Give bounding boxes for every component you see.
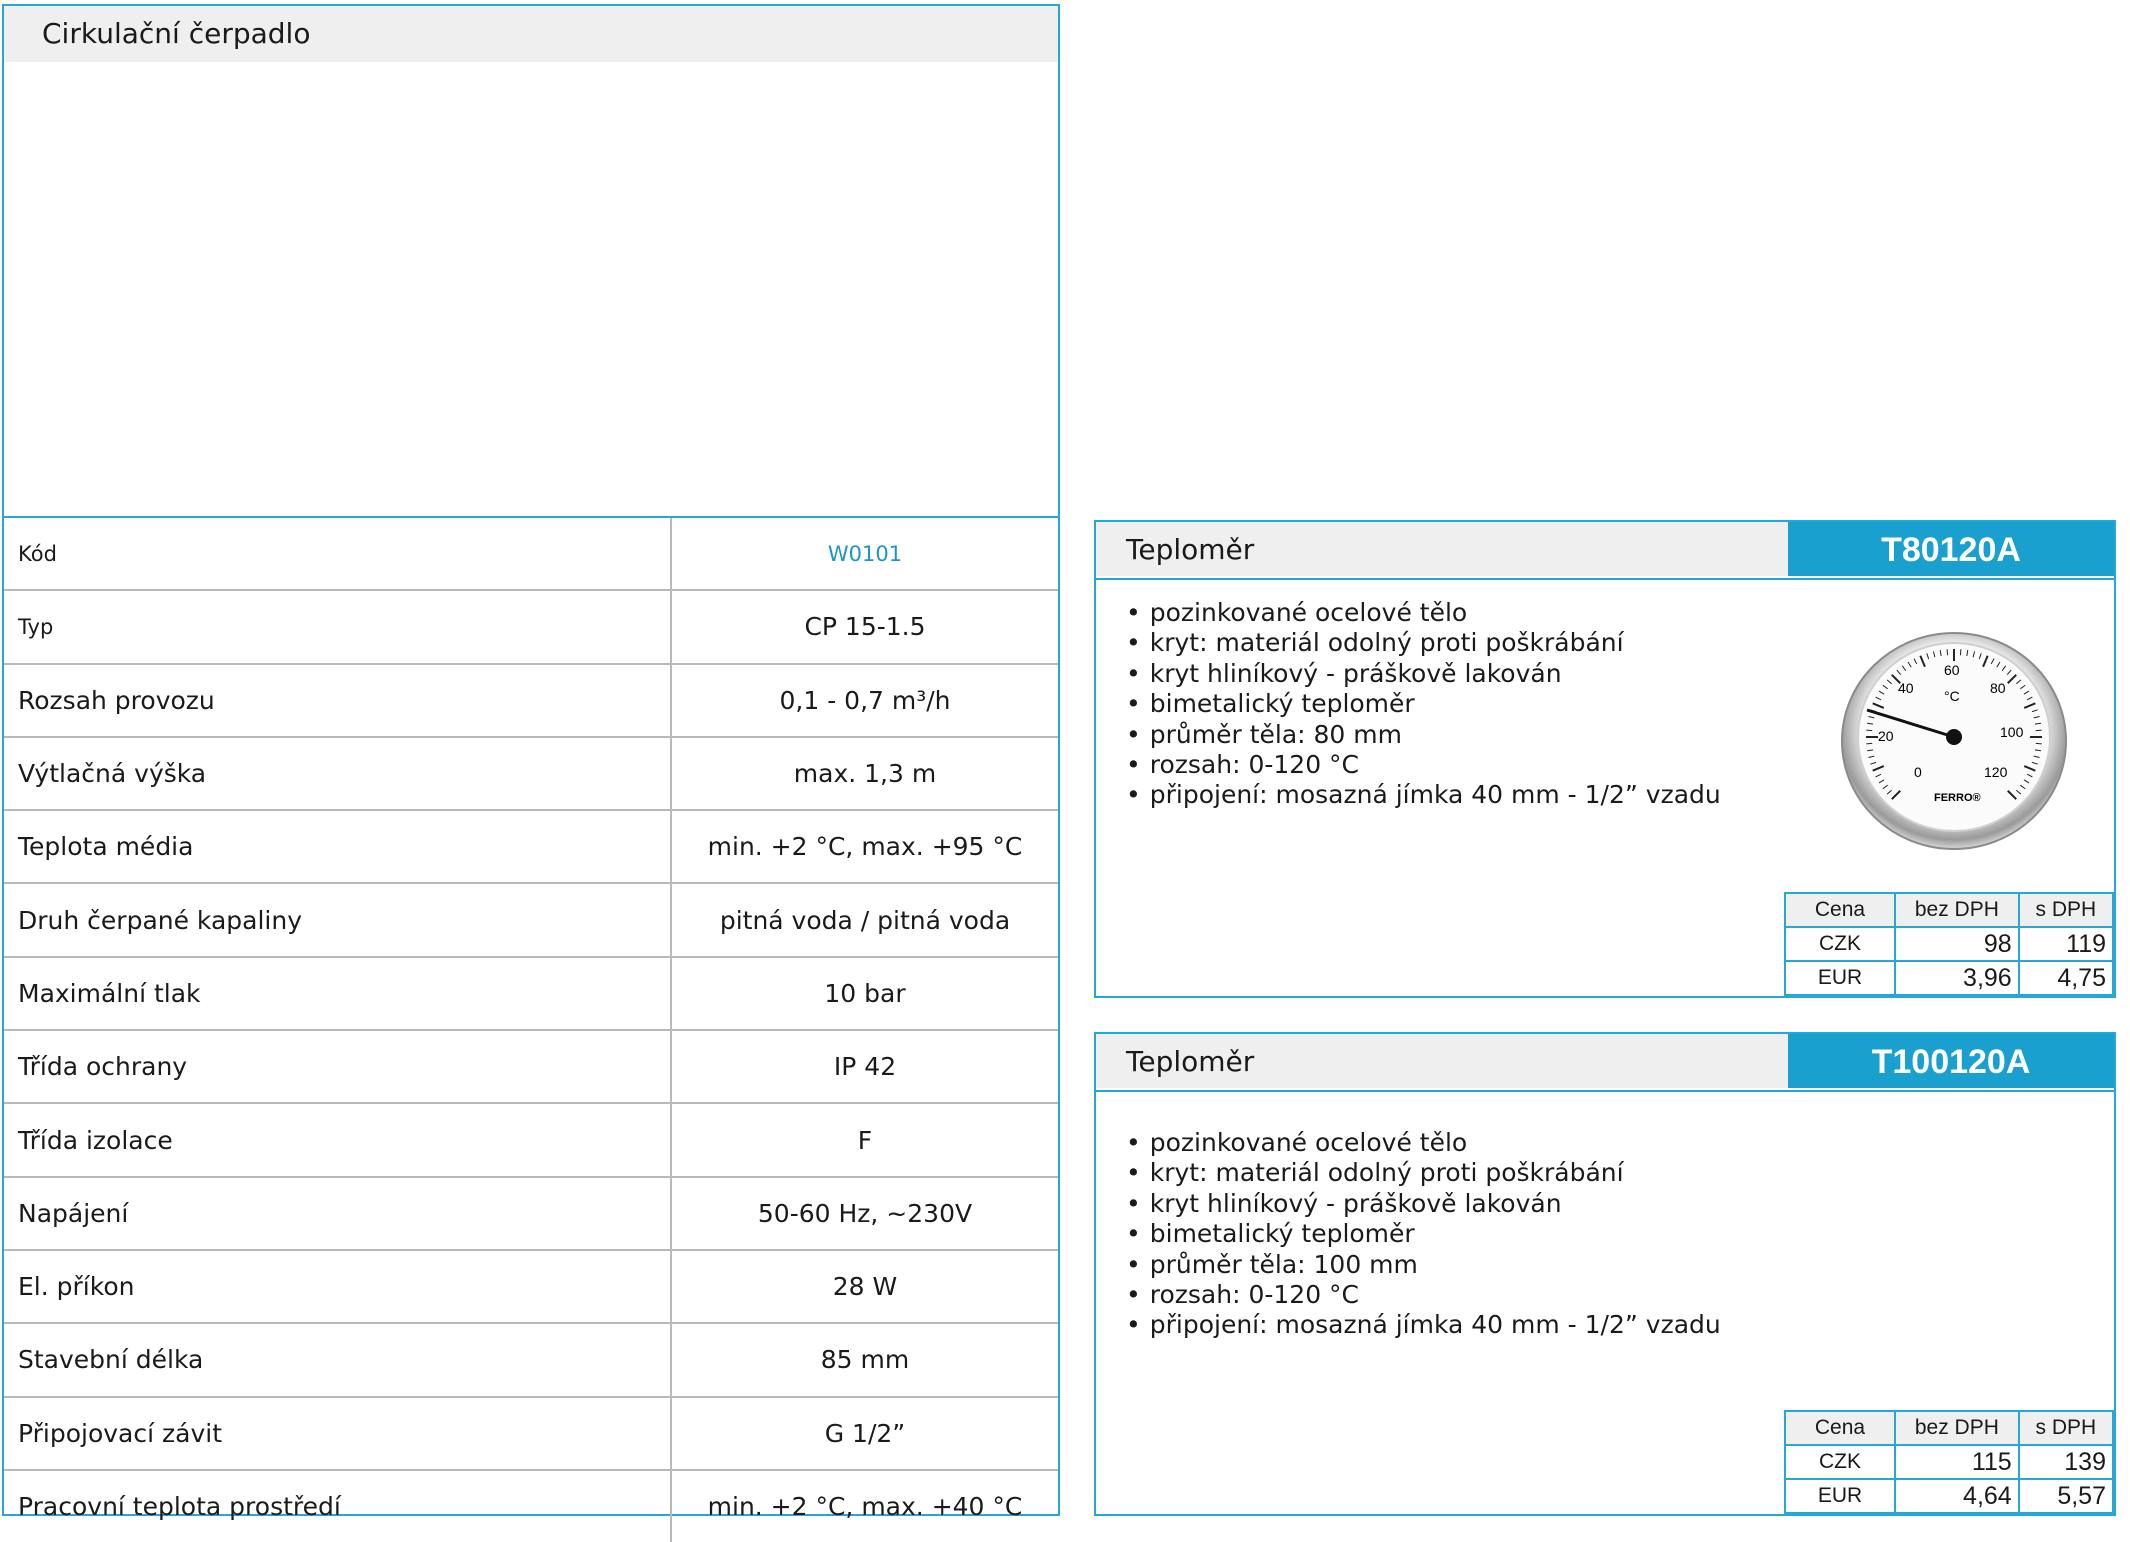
gauge-label-0: 0 <box>1914 764 1922 780</box>
pump-product-panel <box>2 4 1060 1516</box>
spec-label: Druh čerpané kapaliny <box>4 884 672 955</box>
price-table <box>1784 1410 2114 1514</box>
spec-label: Rozsah provozu <box>4 665 672 736</box>
spec-value: 28 W <box>672 1251 1058 1322</box>
thermometer-card-t100120a <box>1094 1032 2116 1516</box>
price-gross: 4,75 <box>2019 961 2113 995</box>
feature-item: • průměr těla: 80 mm <box>1126 720 1721 750</box>
spec-label: Třída ochrany <box>4 1031 672 1102</box>
feature-item: • rozsah: 0-120 °C <box>1126 750 1721 780</box>
price-header: bez DPH <box>1895 1411 2019 1445</box>
spec-label: Teplota média <box>4 811 672 882</box>
spec-row <box>4 1324 1058 1397</box>
product-code-badge[interactable]: T80120A <box>1788 522 2114 576</box>
spec-row <box>4 1251 1058 1324</box>
spec-label: Napájení <box>4 1178 672 1249</box>
spec-value: 50-60 Hz, ~230V <box>672 1178 1058 1249</box>
price-currency: CZK <box>1785 927 1895 961</box>
spec-row <box>4 1178 1058 1251</box>
price-header: Cena <box>1785 1411 1895 1445</box>
spec-label: Třída izolace <box>4 1104 672 1175</box>
gauge-label-20: 20 <box>1878 728 1894 744</box>
product-code-link[interactable]: W0101 <box>672 518 1058 589</box>
gauge-label-100: 100 <box>2000 724 2024 740</box>
spec-row <box>4 1471 1058 1542</box>
gauge-label-40: 40 <box>1898 680 1914 696</box>
spec-row <box>4 518 1058 591</box>
spec-label: Pracovní teplota prostředí <box>4 1471 672 1542</box>
thermometer-card-t80120a <box>1094 520 2116 998</box>
spec-value: min. +2 °C, max. +40 °C <box>672 1471 1058 1542</box>
spec-label: Typ <box>4 591 672 662</box>
price-net: 115 <box>1895 1445 2019 1479</box>
spec-label: Výtlačná výška <box>4 738 672 809</box>
price-net: 98 <box>1895 927 2019 961</box>
spec-label: El. příkon <box>4 1251 672 1322</box>
price-header: Cena <box>1785 893 1895 927</box>
price-header-row <box>1785 893 2113 927</box>
card-title: Teploměr <box>1096 522 1788 576</box>
product-code-badge[interactable]: T100120A <box>1788 1034 2114 1088</box>
spec-value: F <box>672 1104 1058 1175</box>
spec-row <box>4 1031 1058 1104</box>
gauge-brand: FERRO® <box>1934 792 1981 804</box>
price-row <box>1785 927 2113 961</box>
card-header <box>1096 522 2114 580</box>
spec-value: min. +2 °C, max. +95 °C <box>672 811 1058 882</box>
price-row <box>1785 1479 2113 1513</box>
spec-row <box>4 958 1058 1031</box>
price-gross: 139 <box>2019 1445 2113 1479</box>
spec-value: 85 mm <box>672 1324 1058 1395</box>
price-gross: 5,57 <box>2019 1479 2113 1513</box>
feature-item: • kryt hliníkový - práškově lakován <box>1126 1189 1721 1219</box>
price-row <box>1785 1445 2113 1479</box>
price-header-row <box>1785 1411 2113 1445</box>
spec-row <box>4 738 1058 811</box>
spec-label: Kód <box>4 518 672 589</box>
spec-label: Stavební délka <box>4 1324 672 1395</box>
price-header: s DPH <box>2019 893 2113 927</box>
spec-row <box>4 591 1058 664</box>
spec-label: Připojovací závit <box>4 1398 672 1469</box>
feature-item: • pozinkované ocelové tělo <box>1126 1128 1721 1158</box>
price-row <box>1785 961 2113 995</box>
feature-item: • kryt: materiál odolný proti poškrábání <box>1126 1158 1721 1188</box>
gauge-label-120: 120 <box>1984 764 2008 780</box>
spec-value: max. 1,3 m <box>672 738 1058 809</box>
spec-value: pitná voda / pitná voda <box>672 884 1058 955</box>
price-currency: CZK <box>1785 1445 1895 1479</box>
price-currency: EUR <box>1785 1479 1895 1513</box>
pump-title: Cirkulační čerpadlo <box>4 6 1058 62</box>
price-net: 4,64 <box>1895 1479 2019 1513</box>
feature-item: • pozinkované ocelové tělo <box>1126 598 1721 628</box>
feature-item: • připojení: mosazná jímka 40 mm - 1/2” vzadu <box>1126 780 1721 810</box>
spec-label: Maximální tlak <box>4 958 672 1029</box>
gauge-label-80: 80 <box>1990 680 2006 696</box>
feature-item: • rozsah: 0-120 °C <box>1126 1280 1721 1310</box>
pump-image-area <box>4 62 1058 516</box>
spec-value: IP 42 <box>672 1031 1058 1102</box>
gauge-hub <box>1946 729 1962 745</box>
card-title: Teploměr <box>1096 1034 1788 1088</box>
card-header <box>1096 1034 2114 1092</box>
price-gross: 119 <box>2019 927 2113 961</box>
spec-value: 0,1 - 0,7 m³/h <box>672 665 1058 736</box>
pump-spec-table <box>4 516 1058 1542</box>
spec-row <box>4 1398 1058 1471</box>
spec-value: CP 15-1.5 <box>672 591 1058 662</box>
gauge-label-60: 60 <box>1944 662 1960 678</box>
spec-row <box>4 884 1058 957</box>
price-table <box>1784 892 2114 996</box>
gauge-unit: °C <box>1944 688 1960 704</box>
feature-item: • bimetalický teploměr <box>1126 1219 1721 1249</box>
price-currency: EUR <box>1785 961 1895 995</box>
price-net: 3,96 <box>1895 961 2019 995</box>
feature-item: • průměr těla: 100 mm <box>1126 1250 1721 1280</box>
feature-item: • kryt: materiál odolný proti poškrábání <box>1126 628 1721 658</box>
thermometer-gauge-image <box>1834 625 2074 855</box>
feature-list <box>1126 1128 1721 1341</box>
feature-item: • kryt hliníkový - práškově lakován <box>1126 659 1721 689</box>
spec-value: 10 bar <box>672 958 1058 1029</box>
price-header: bez DPH <box>1895 893 2019 927</box>
feature-list <box>1126 598 1721 811</box>
spec-value: G 1/2” <box>672 1398 1058 1469</box>
spec-row <box>4 811 1058 884</box>
spec-row <box>4 665 1058 738</box>
spec-row <box>4 1104 1058 1177</box>
feature-item: • bimetalický teploměr <box>1126 689 1721 719</box>
feature-item: • připojení: mosazná jímka 40 mm - 1/2” vzadu <box>1126 1310 1721 1340</box>
price-header: s DPH <box>2019 1411 2113 1445</box>
